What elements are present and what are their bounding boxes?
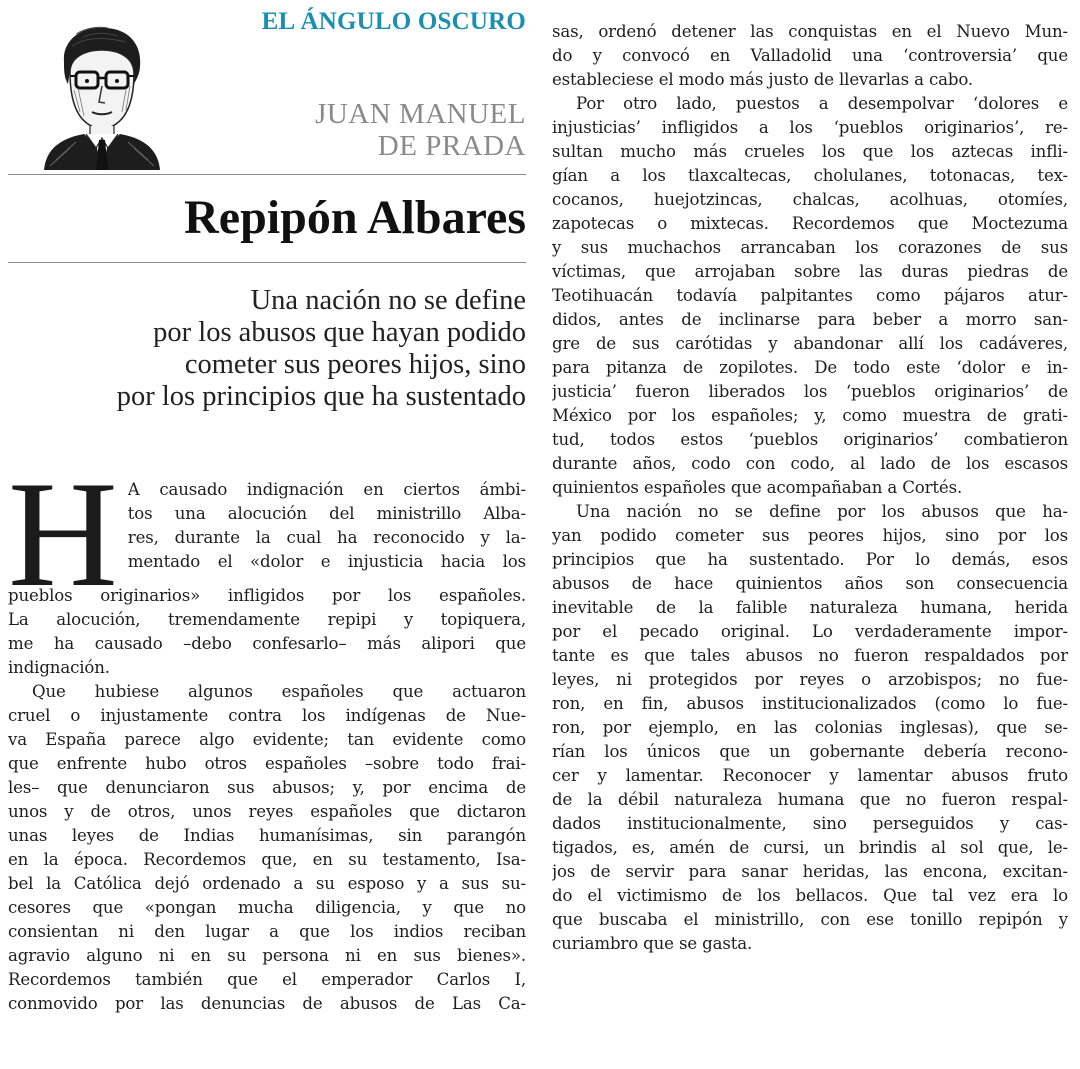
- text-line: consientan ni den lugar a que los indios reciban: [8, 922, 526, 941]
- paragraph: [552, 500, 1068, 956]
- text-line: A causado indignación en ciertos ámbi-: [127, 480, 526, 499]
- text-line: durante años, codo con codo, al lado de los escasos: [552, 454, 1068, 473]
- divider-rule: [8, 262, 526, 263]
- text-line: unas leyes de Indias humanísimas, sin parangón: [8, 826, 526, 845]
- text-line: injusticias’ infligidos a los ‘pueblos originarios’, re-: [552, 118, 1068, 137]
- author-name-line: JUAN MANUEL: [315, 98, 526, 130]
- text-line: didos, antes de inclinarse para beber a morro san-: [552, 310, 1068, 329]
- text-line: en la época. Recordemos que, en su testamento, Isa-: [8, 850, 526, 869]
- text-line: y sus muchachos arrancaban los corazones de sus: [552, 238, 1068, 257]
- text-line: Teotihuacán todavía palpitantes como pájaros atur-: [552, 286, 1068, 305]
- subhead-line: Una nación no se define: [250, 285, 526, 316]
- text-line: sultan mucho más crueles los que los aztecas infli-: [552, 142, 1068, 161]
- text-line: agravio alguno ni en su persona ni en sus bienes».: [8, 946, 526, 965]
- text-line: Recordemos también que el emperador Carlos I,: [8, 970, 526, 989]
- text-line: mentado el «dolor e injusticia hacia los: [127, 552, 526, 571]
- text-line: indignación.: [8, 658, 110, 677]
- text-line: ron, en fin, abusos institucionalizados (como lo fue-: [552, 694, 1068, 713]
- text-line: cesores que «pongan mucha diligencia, y que no: [8, 898, 526, 917]
- author-name: [315, 98, 526, 162]
- text-line: cer y lamentar. Reconocer y lamentar abusos fruto: [552, 766, 1068, 785]
- text-line: Una nación no se define por los abusos que ha-: [576, 502, 1068, 521]
- text-line: por el pecado original. Lo verdaderamente impor-: [552, 622, 1068, 641]
- text-line: dados institucionalmente, sino perseguidos y cas-: [552, 814, 1068, 833]
- text-line: tigados, es, amén de cursi, un brindis al sol que, le-: [552, 838, 1068, 857]
- text-line: para pitanza de zopilotes. De todo este ‘dolor e in-: [552, 358, 1068, 377]
- paragraph: [552, 20, 1068, 92]
- text-line: ron, por ejemplo, en las colonias inglesas), que se-: [552, 718, 1068, 737]
- text-line: pueblos originarios» infligidos por los españoles.: [8, 586, 526, 605]
- paragraph: [8, 680, 526, 1016]
- text-line: que buscaba el ministrillo, con ese tonillo repipón y: [552, 910, 1068, 929]
- text-line: víctimas, que arrojaban sobre las duras piedras de: [552, 262, 1068, 281]
- text-line: curiambro que se gasta.: [552, 934, 753, 953]
- article-body-left: [8, 450, 526, 1016]
- text-line: tos una alocución del ministrillo Alba-: [127, 504, 526, 523]
- text-line: gre de sus carótidas y abandonar allí los cadáveres,: [552, 334, 1068, 353]
- article-subheadline: [8, 285, 526, 413]
- text-line: Por otro lado, puestos a desempolvar ‘dolores e: [576, 94, 1068, 113]
- divider-rule: [8, 174, 526, 175]
- text-line: rían los únicos que un gobernante debería recono-: [552, 742, 1068, 761]
- text-line: La alocución, tremendamente repipi y topiquera,: [8, 610, 526, 629]
- text-line: leyes, ni protegidos por reyes o arzobispos; no fue-: [552, 670, 1068, 689]
- text-line: do el victimismo de los bellacos. Que tal vez era lo: [552, 886, 1068, 905]
- article-headline: Repipón Albares: [184, 191, 526, 244]
- text-line: quinientos españoles que acompañaban a Cortés.: [552, 478, 963, 497]
- text-line: res, durante la cual ha reconocido y la-: [127, 528, 526, 547]
- text-line: estableciese el modo más justo de llevarlas a cabo.: [552, 70, 974, 89]
- text-line: zapotecas o mixtecas. Recordemos que Moctezuma: [552, 214, 1068, 233]
- text-line: unos y de otros, unos reyes españoles que dictaron: [8, 802, 526, 821]
- text-line: sas, ordenó detener las conquistas en el Nuevo Mun-: [552, 22, 1068, 41]
- text-line: que enfrente hubo otros españoles –sobre todo frai-: [8, 754, 526, 773]
- text-line: me ha causado –debo confesarlo– más alipori que: [8, 634, 526, 653]
- text-line: va España parece algo evidente; tan evidente como: [8, 730, 526, 749]
- text-line: bel la Católica dejó ordenado a su esposo y a sus su-: [8, 874, 526, 893]
- text-line: abusos de hace quinientos años son consecuencia: [552, 574, 1068, 593]
- text-line: Que hubiese algunos españoles que actuaron: [32, 682, 526, 701]
- author-portrait-illustration: [36, 20, 166, 170]
- text-line: les– que denunciaron sus abusos; y, por encima de: [8, 778, 526, 797]
- subhead-line: por los abusos que hayan podido: [153, 317, 526, 348]
- text-line: cocanos, huejotzincas, chalcas, acolhuas, otomíes,: [552, 190, 1068, 209]
- text-line: tud, todos estos ‘pueblos originarios’ combatieron: [552, 430, 1068, 449]
- text-line: de la débil naturaleza humana que no fueron respal-: [552, 790, 1068, 809]
- author-name-line: DE PRADA: [377, 130, 526, 162]
- paragraph: [8, 450, 526, 680]
- text-line: inevitable de la falible naturaleza humana, herida: [552, 598, 1068, 617]
- text-line: gían a los tlaxcaltecas, cholulanes, totonacas, tex-: [552, 166, 1068, 185]
- left-column: [8, 0, 526, 1069]
- text-line: jos de servir para sanar heridas, las encona, excitan-: [552, 862, 1068, 881]
- section-label: EL ÁNGULO OSCURO: [261, 8, 526, 35]
- text-line: principios que ha sustentado. Por lo demás, esos: [552, 550, 1068, 569]
- text-line: do y convocó en Valladolid una ‘controversia’ que: [552, 46, 1068, 65]
- text-line: yan podido cometer sus peores hijos, sino por los: [552, 526, 1068, 545]
- subhead-line: cometer sus peores hijos, sino: [184, 349, 526, 380]
- text-line: tante es que tales abusos no fueron respaldados por: [552, 646, 1068, 665]
- subhead-line: por los principios que ha sustentado: [116, 381, 526, 412]
- text-line: México por los españoles; y, como muestra de grati-: [552, 406, 1068, 425]
- article-body-right: [552, 20, 1068, 956]
- paragraph: [552, 92, 1068, 500]
- text-line: conmovido por las denuncias de abusos de Las Ca-: [8, 994, 526, 1013]
- text-line: cruel o injustamente contra los indígenas de Nue-: [8, 706, 526, 725]
- drop-cap: H: [8, 450, 118, 618]
- text-line: justicia’ fueron liberados los ‘pueblos originarios’ de: [552, 382, 1068, 401]
